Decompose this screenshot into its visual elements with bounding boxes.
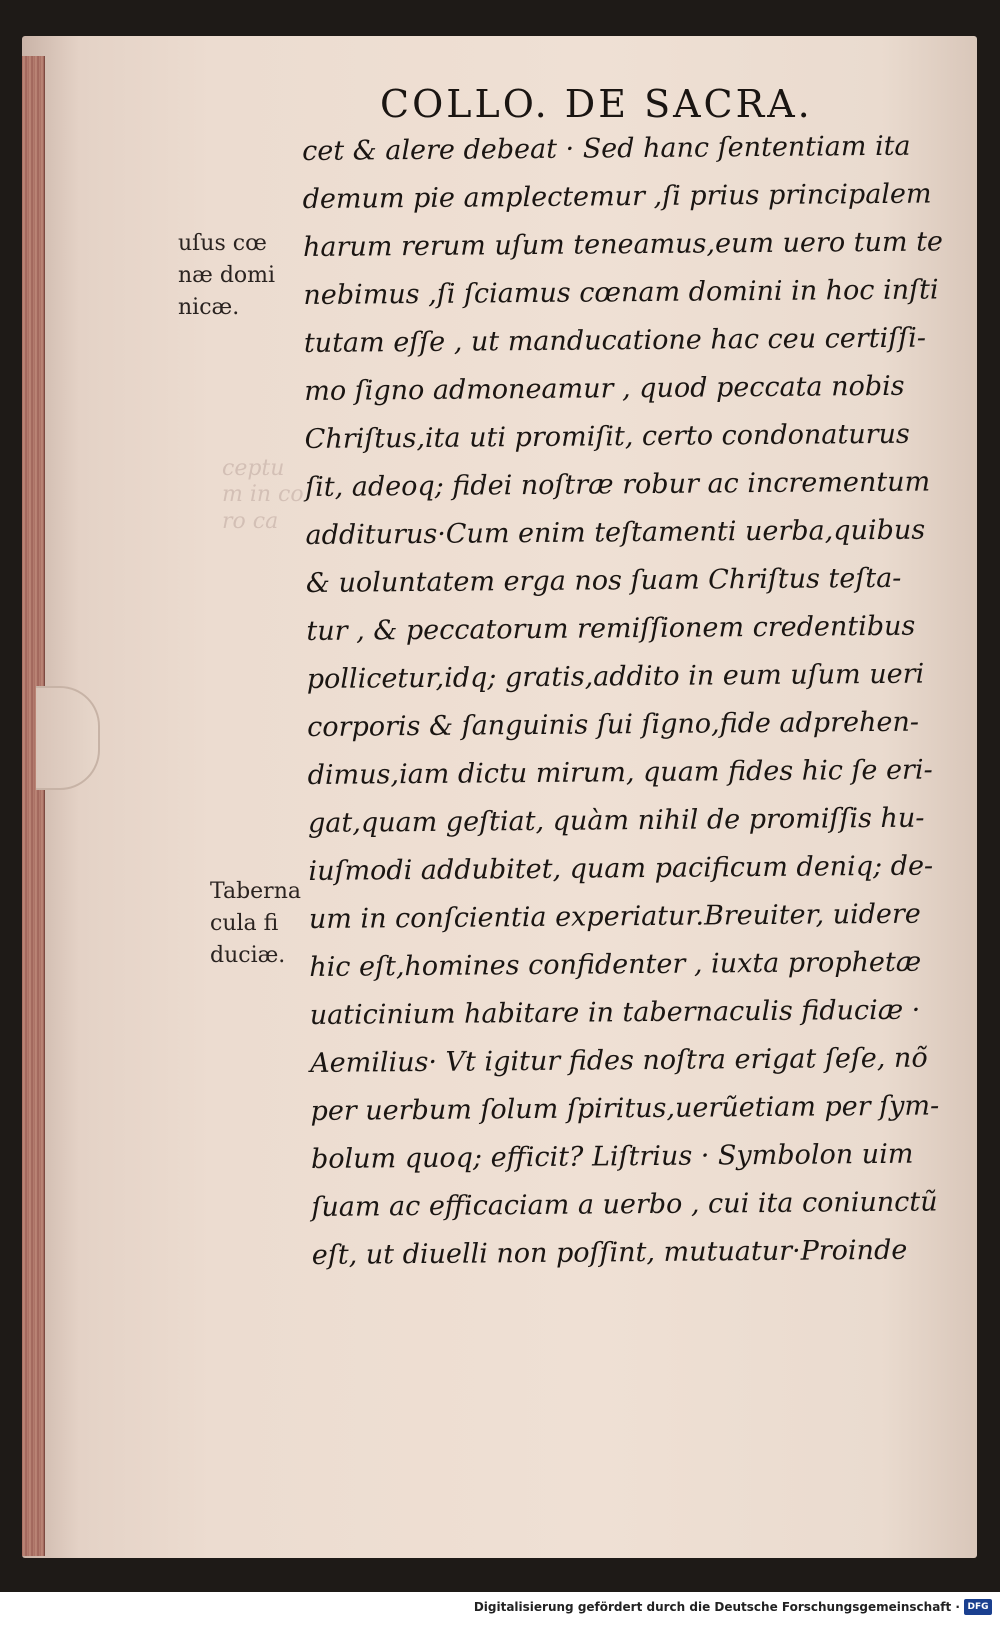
text-line: demum pie amplectemur ,ſi prius principalem — [302, 178, 932, 215]
text-line: gat,quam geſtiat, quàm nihil de promiſſis hu- — [307, 802, 925, 839]
marginal-line: næ domi — [178, 263, 276, 288]
footer-credit: Digitalisierung gefördert durch die Deutsche Forschungsgemeinschaft · — [473, 1600, 960, 1614]
text-line: pollicetur,idq; gratis,addito in eum uſum ueri — [306, 658, 925, 695]
text-line: ſuam ac efficaciam a uerbo , cui ita coniunctũ — [311, 1186, 938, 1223]
text-line: & uoluntatem erga nos ſuam Chriſtus teſta- — [305, 562, 902, 599]
main-text — [302, 122, 952, 1280]
text-line: nebimus ,ſi ſciamus cœnam domini in hoc inſti — [303, 274, 939, 311]
text-line: hic eſt,homines confidenter , iuxta prophetæ — [309, 946, 922, 983]
marginal-note-2 — [210, 876, 301, 972]
text-line: uaticinium habitare in tabernaculis fiduciæ · — [309, 994, 921, 1031]
dfg-logo-icon: DFG — [964, 1599, 992, 1615]
show-through-text: ceptu m in co ro ca — [222, 456, 304, 534]
text-line: cet & alere debeat · Sed hanc ſententiam ita — [302, 130, 911, 167]
marginal-line: duciæ. — [210, 943, 286, 968]
digitization-footer — [0, 1598, 1000, 1622]
text-line: Aemilius· Vt igitur fides noſtra erigat ſeſe, nõ — [310, 1042, 928, 1079]
text-line: harum rerum uſum teneamus,eum uero tum te — [302, 226, 944, 263]
text-line: corporis & ſanguinis ſui ſigno,fide adprehen- — [307, 706, 920, 743]
marginal-line: uſus cœ — [178, 231, 267, 256]
running-head: COLLO. DE SACRA. — [380, 82, 813, 126]
text-line: mo ſigno admoneamur , quod peccata nobis — [304, 370, 905, 407]
marginal-note-1 — [178, 228, 275, 324]
text-line: Chriſtus,ita uti promiſit, certo condonaturus — [304, 418, 910, 455]
marginal-line: Taberna — [210, 879, 301, 904]
marginal-line: nicæ. — [178, 295, 240, 320]
text-line: tur , & peccatorum remiſſionem credentibus — [306, 610, 916, 647]
page-edge-tab — [36, 686, 100, 790]
text-line: um in conſcientia experiatur.Breuiter, uidere — [308, 898, 921, 935]
text-line: per uerbum ſolum ſpiritus,uerũetiam per ſym- — [310, 1090, 940, 1127]
text-line: iuſmodi addubitet, quam pacificum deniq; de- — [308, 850, 934, 887]
text-line: dimus,iam dictu mirum, quam fides hic ſe eri- — [307, 754, 933, 791]
page-edge — [22, 56, 45, 1556]
text-line: tutam eſſe , ut manducatione hac ceu certiſſi- — [303, 322, 927, 359]
text-line: ſit, adeoq; fidei noſtræ robur ac incrementum — [305, 466, 931, 503]
text-line: eſt, ut diuelli non poſſint, mutuatur·Proinde — [311, 1234, 908, 1271]
text-line: additurus·Cum enim teſtamenti uerba,quibus — [305, 514, 926, 551]
text-line: bolum quoq; efficit? Liſtrius · Symbolon uim — [310, 1138, 914, 1175]
marginal-line: cula fi — [210, 911, 279, 936]
